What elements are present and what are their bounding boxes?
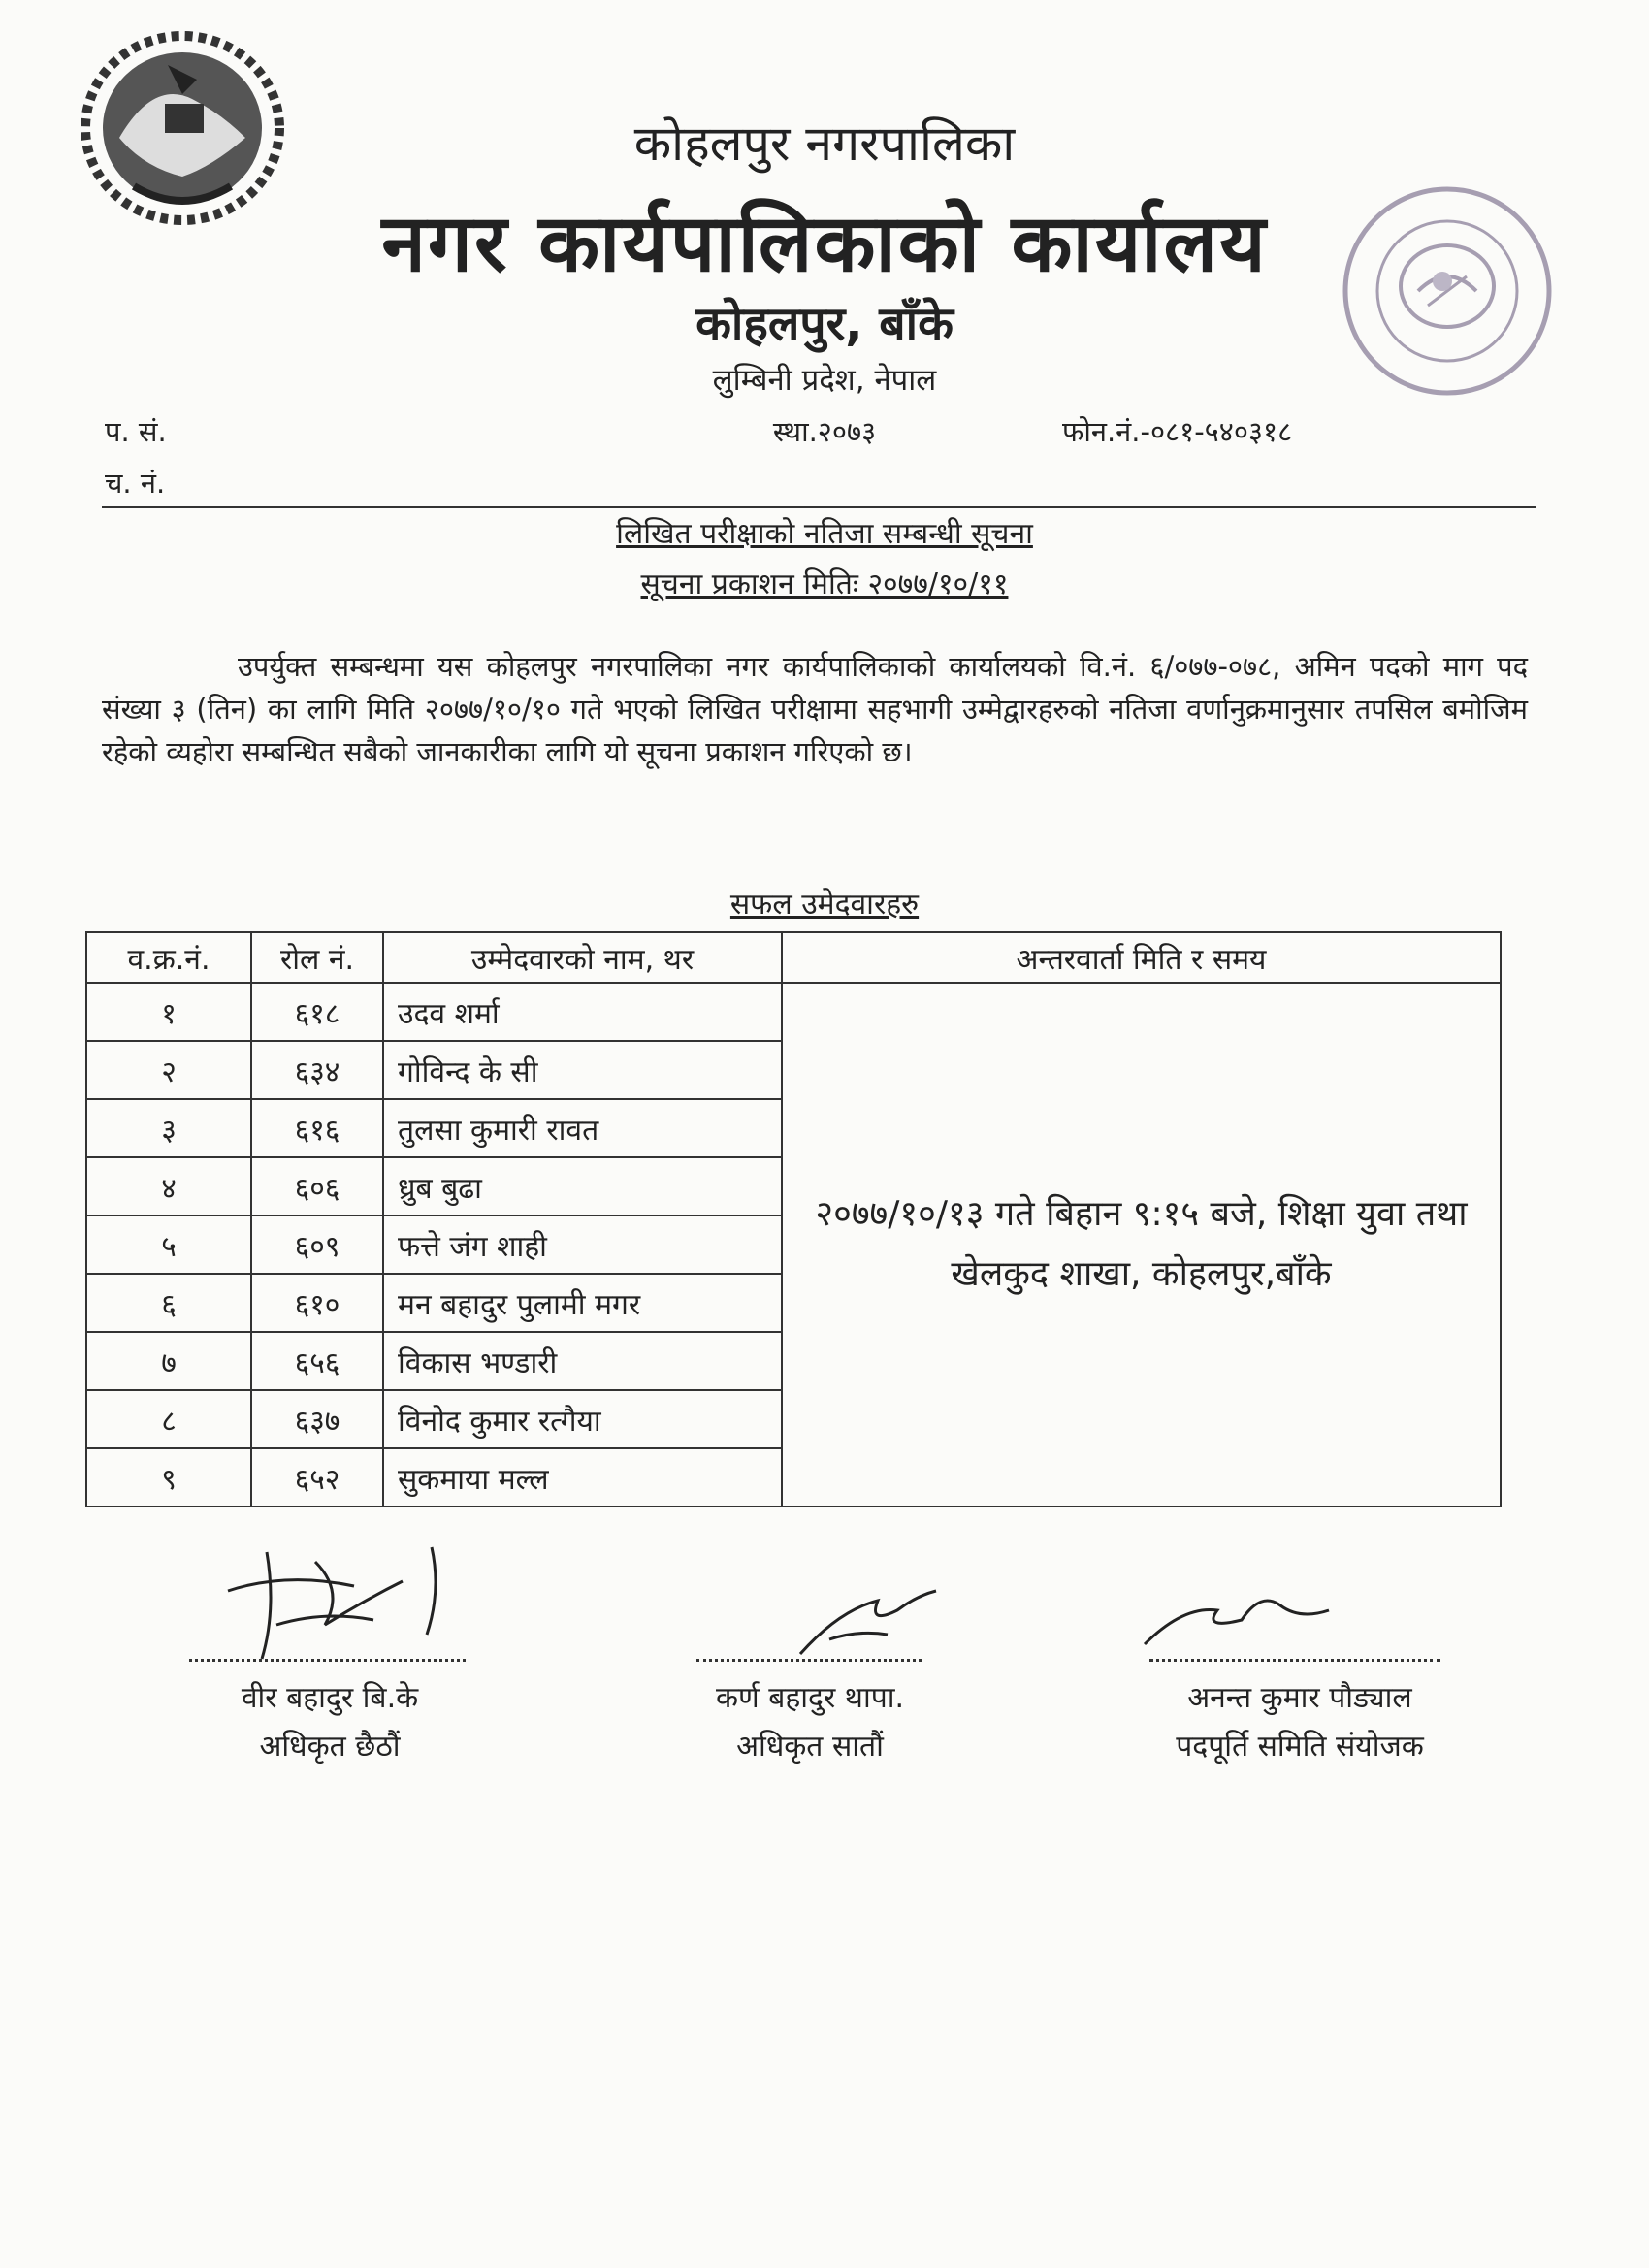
signature-3-handwritten [1135, 1533, 1348, 1669]
interview-date-time: २०७७/१०/१३ गते बिहान ९:१५ बजे, शिक्षा युवा तथा खेलकुद शाखा, कोहलपुर,बाँके [782, 983, 1501, 1507]
row-serial: ४ [86, 1157, 251, 1215]
dispatch-number-label: च. नं. [105, 467, 166, 500]
row-roll: ६०६ [251, 1157, 383, 1215]
office-name: नगर कार्यपालिकाको कार्यालय [381, 198, 1268, 290]
established-year: स्था.२०७३ [772, 415, 877, 448]
row-name: ध्रुब बुढा [383, 1157, 782, 1215]
signature-line-3 [1149, 1659, 1440, 1662]
row-name: विनोद कुमार रत्गैया [383, 1390, 782, 1448]
row-roll: ६१० [251, 1274, 383, 1332]
table-header-row [86, 932, 1501, 983]
signatory-1-name: वीर बहादुर बि.के [241, 1681, 419, 1715]
col-header-serial: व.क्र.नं. [86, 932, 251, 983]
row-name: मन बहादुर पुलामी मगर [383, 1274, 782, 1332]
municipality-name: कोहलपुर नगरपालिका [633, 115, 1016, 172]
row-roll: ६१६ [251, 1099, 383, 1157]
successful-candidates-title: सफल उमेदवारहरु [729, 888, 920, 922]
row-name: फत्ते जंग शाही [383, 1215, 782, 1274]
row-serial: ६ [86, 1274, 251, 1332]
row-serial: ५ [86, 1215, 251, 1274]
signatory-3-name: अनन्त कुमार पौड्याल [1187, 1681, 1412, 1715]
row-serial: ९ [86, 1448, 251, 1507]
notice-body: उपर्युक्त सम्बन्धमा यस कोहलपुर नगरपालिका नगर कार्यपालिकाको कार्यालयको वि.नं. ६/०७७-०७८, अमिन पदको माग पद संख्या ३ (तिन) का लागि मिति २०७७/१०/१० गते भएको लिखित परीक्षामा सहभागी उम्मेद्वारहरुको नतिजा वर्णानुक्रमानुसार तपसिल बमोजिम रहेको व्यहोरा सम्बन्धित सबैको जानकारीका लागि यो सूचना प्रकाशन गरिएको छ। [102, 650, 1528, 768]
col-header-name: उम्मेदवारको नाम, थर [383, 932, 782, 983]
row-roll: ६३७ [251, 1390, 383, 1448]
row-serial: ३ [86, 1099, 251, 1157]
row-name: सुकमाया मल्ल [383, 1448, 782, 1507]
table-row [86, 983, 1501, 1041]
signature-2-handwritten [771, 1533, 965, 1669]
results-table [85, 931, 1502, 1507]
signatory-2-title: अधिकृत सातौं [736, 1730, 884, 1764]
row-roll: ६०९ [251, 1215, 383, 1274]
row-roll: ६३४ [251, 1041, 383, 1099]
row-serial: १ [86, 983, 251, 1041]
province-country: लुम्बिनी प्रदेश, नेपाल [712, 363, 937, 398]
row-name: विकास भण्डारी [383, 1332, 782, 1390]
row-roll: ६५६ [251, 1332, 383, 1390]
signatory-1-title: अधिकृत छैठौं [259, 1730, 401, 1764]
office-location: कोहलपुर, बाँके [695, 297, 954, 351]
signature-line-1 [189, 1659, 466, 1662]
row-serial: ७ [86, 1332, 251, 1390]
signature-1-handwritten [209, 1533, 500, 1669]
row-name: उदव शर्मा [383, 983, 782, 1041]
header-divider [102, 506, 1536, 508]
publish-date: सूचना प्रकाशन मितिः २०७७/१०/११ [640, 567, 1009, 601]
row-serial: ८ [86, 1390, 251, 1448]
signatory-2-name: कर्ण बहादुर थापा. [715, 1681, 905, 1715]
row-name: गोविन्द के सी [383, 1041, 782, 1099]
row-name: तुलसा कुमारी रावत [383, 1099, 782, 1157]
signatory-3-title: पदपूर्ति समिति संयोजक [1176, 1730, 1424, 1764]
row-roll: ६५२ [251, 1448, 383, 1507]
col-header-interview: अन्तरवार्ता मिति र समय [782, 932, 1501, 983]
col-header-roll: रोल नं. [251, 932, 383, 983]
row-roll: ६१८ [251, 983, 383, 1041]
phone-number: फोन.नं.-०८१-५४०३१८ [1062, 415, 1293, 448]
notice-subject: लिखित परीक्षाको नतिजा सम्बन्धी सूचना [616, 517, 1033, 551]
row-serial: २ [86, 1041, 251, 1099]
letter-ref-number-label: प. सं. [105, 415, 167, 448]
signature-line-2 [696, 1659, 922, 1662]
